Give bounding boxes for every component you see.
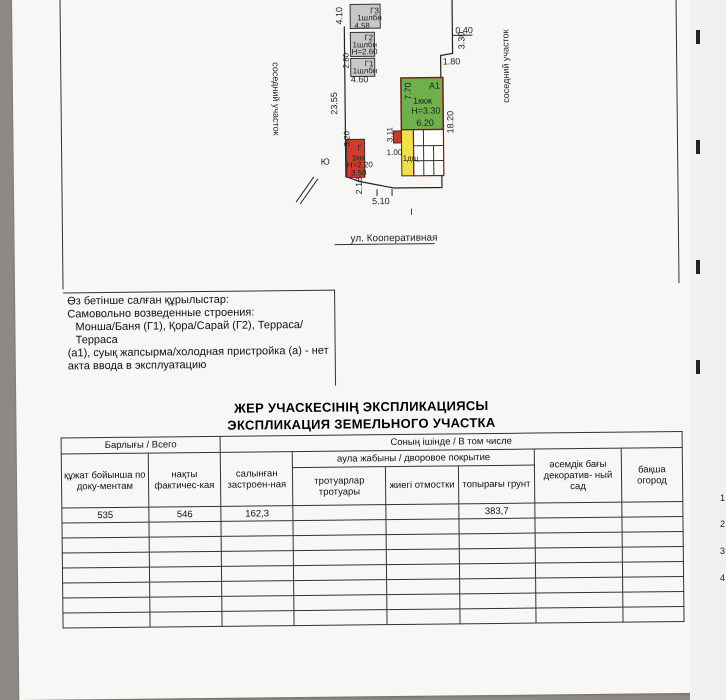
dim-18-20: 18.20 (445, 110, 456, 134)
building-g2-height: Н=2.60 (351, 47, 378, 57)
dim-23-55: 23.55 (328, 92, 340, 115)
col-documents: құжат бойынша по доку-ментам (61, 453, 148, 508)
title-kz: ЖЕР УЧАСКЕСІНІҢ ЭКСПЛИКАЦИЯСЫ (233, 398, 489, 416)
neighbor-left-label: соседний участок (270, 62, 282, 136)
cell-built: 162,3 (221, 506, 294, 522)
marker-yu: Ю (320, 156, 330, 167)
explication-table (61, 431, 685, 629)
title-ru: ЭКСПЛИКАЦИЯ ЗЕМЕЛЬНОГО УЧАСТКА (227, 414, 496, 433)
building-g-tag: Г (357, 143, 362, 153)
cell-documents: 535 (62, 507, 149, 523)
cell-actual: 546 (148, 506, 221, 522)
cell-blind-area (386, 504, 459, 520)
side-number-3: 3 (720, 546, 726, 556)
edge-dash (696, 140, 700, 154)
col-blind-area: жиегі отмостки (386, 466, 459, 505)
dim-1-80: 1.80 (442, 56, 461, 67)
building-g-height: Н=2.20 (346, 160, 373, 170)
legend-box (63, 290, 336, 389)
side-number-1: 1 (720, 493, 726, 503)
building-a1-height: Н=3.30 (411, 105, 441, 116)
dim-4-10: 4.10 (334, 6, 345, 25)
building-g-text: 1кн (351, 153, 365, 163)
col-built: салынған застроен-ная (220, 452, 293, 507)
dim-3-11: 3.11 (385, 127, 395, 143)
dim-2-80: 2.80 (341, 52, 351, 69)
dim-3-30: 3.30 (456, 31, 467, 50)
dim-4-58: 4.58 (354, 21, 370, 31)
col-soil: топырағы грунт (458, 465, 535, 504)
cell-soil: 383,7 (458, 503, 535, 519)
building-g3-tag: Г3 (370, 6, 379, 16)
neighbor-right-label: соседний участок (500, 29, 512, 103)
marker-i1: I (410, 206, 413, 217)
edge-dash (696, 360, 700, 374)
col-sidewalks: тротуарлар тротуары (293, 467, 386, 506)
second-sheet (690, 0, 726, 700)
building-g1-tag: Г1 (364, 59, 374, 69)
building-a1-tag: А1 (428, 80, 440, 91)
side-number-4: 4 (720, 573, 726, 583)
dim-5-10: 5.10 (372, 196, 390, 207)
dim-0-40: 0.40 (455, 25, 473, 36)
edge-dash (696, 260, 700, 274)
building-g3-text: 1шлбн (357, 13, 382, 23)
dim-7-70: 7.70 (402, 82, 414, 100)
dim-1-00: 1.00 (386, 147, 403, 158)
dim-3-20: 3.20 (342, 130, 352, 147)
edge-dash (696, 30, 700, 44)
building-a-text: 1дщ (402, 153, 419, 163)
col-vegetable: бақша огород (621, 448, 683, 503)
col-garden: әсемдік бағы декоратив- ный сад (534, 448, 621, 503)
side-number-2: 2 (720, 519, 726, 529)
building-g2-text: 1шлбн (352, 40, 378, 50)
building-g1-text: 1шлбн (352, 66, 378, 76)
legend-ru: Самовольно возведенные строения: (67, 306, 255, 321)
street-label: ул. Кооперативная (350, 232, 438, 245)
dim-2-18: 2.18 (353, 176, 365, 195)
building-a1-text: 1ккж (413, 95, 433, 106)
cell-sidewalks (293, 505, 386, 521)
dim-3-50: 3.50 (350, 168, 367, 178)
header-total: Барлығы / Всего (61, 436, 220, 454)
header-including: Соның ішінде / В том числе (220, 432, 682, 453)
dim-4-60: 4.60 (350, 74, 369, 85)
header-yard: аула жабыны / дворовое покрытие (293, 449, 535, 468)
legend-line2: (а1), суық жапсырма/холодная пристройка (а) - нет (67, 344, 329, 360)
building-g2-tag: Г2 (364, 33, 374, 43)
legend-line3: акта ввода в эксплуатацию (67, 358, 207, 373)
cell-vegetable (622, 502, 683, 518)
col-actual: нақты фактичес-кая (148, 452, 221, 507)
document-sheet (12, 0, 709, 700)
legend-kz: Өз бетінше салған құрылыстар: (67, 293, 230, 308)
dim-6-20: 6.20 (416, 117, 434, 128)
cell-garden (535, 502, 622, 518)
legend-line1: Монша/Баня (Г1), Қора/Сарай (Г2), Терраса/Терраса (75, 318, 304, 347)
